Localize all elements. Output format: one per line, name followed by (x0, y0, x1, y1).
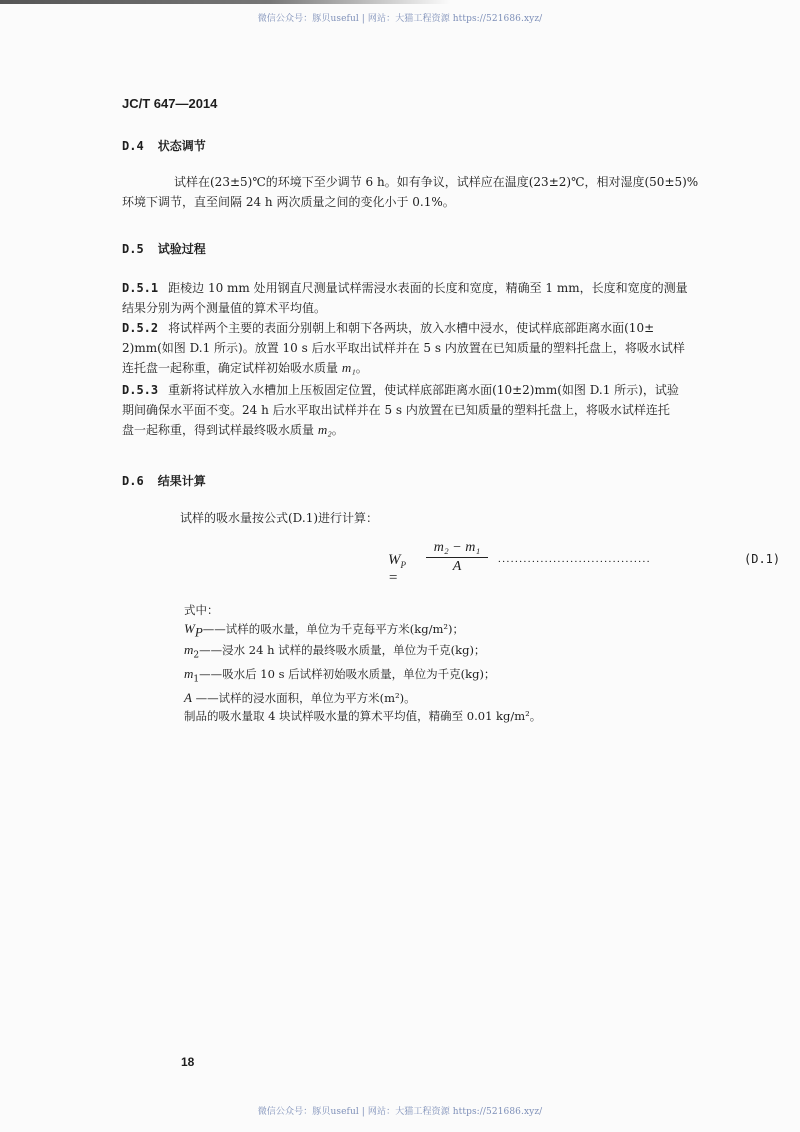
clause-punct: 。 (331, 423, 344, 437)
paragraph-d4-line2: 环境下调节，直至间隔 24 h 两次质量之间的变化小于 0.1%。 (122, 195, 455, 209)
variable-m2: m₂ (317, 422, 332, 437)
variable-m1: m₁ (341, 360, 356, 375)
clause-d53-line3 (122, 420, 800, 440)
formula-numerator: m₂ − m₁ (426, 540, 488, 558)
definition-m2: $m_2——$浸水 24 h 试样的最终吸水质量，单位为千克(kg)； (184, 642, 486, 661)
formula-fraction (426, 540, 488, 575)
formula-denominator: A (452, 559, 462, 574)
section-heading-d5 (122, 240, 206, 257)
section-title: 试验过程 (157, 242, 206, 256)
clause-d52-line2: 2)mm(如图 D.1 所示)。放置 10 s 后水平取出试样并在 5 s 内放置在已知质量的塑料托盘上，将吸水试样 (122, 341, 685, 355)
clause-punct: 。 (355, 361, 368, 375)
definitions-block (184, 601, 541, 726)
standard-code-header: JC/T 647—2014 (122, 96, 218, 111)
clause-d51-line1 (122, 278, 800, 298)
clause-d52-line1 (122, 318, 800, 338)
clause-number: D.5.2 (122, 321, 159, 335)
section-number: D.4 (122, 139, 144, 153)
scan-edge-shadow (0, 0, 450, 4)
watermark-bottom: 微信公众号：豚贝useful | 网站：大猫工程资源 https://521686.xyz/ (257, 1107, 543, 1117)
section-number: D.6 (122, 474, 144, 488)
page-number: 18 (181, 1055, 195, 1069)
clause-text: 连托盘一起称重，确定试样初始吸水质量 (122, 361, 342, 375)
definition-a: A ——试样的浸水面积，单位为平方米(m²)。 (184, 689, 416, 705)
clause-number: D.5.3 (122, 383, 159, 397)
clause-number: D.5.1 (122, 281, 159, 295)
section-heading-d4 (122, 137, 206, 154)
section-heading-d6 (122, 472, 206, 489)
clause-d53-line2: 期间确保水平面不变。24 h 后水平取出试样并在 5 s 内放置在已知质量的塑料托盘上，将吸水试样连托 (122, 403, 670, 417)
formula-lhs: $W_P$ = (388, 552, 406, 586)
watermark-top: 微信公众号：豚贝useful | 网站：大猫工程资源 https://521686.xyz/ (257, 14, 543, 24)
formula-intro: 试样的吸水量按公式(D.1)进行计算： (180, 511, 379, 525)
section-number: D.5 (122, 242, 144, 256)
paragraph-d4-line1: 试样在(23±5)℃的环境下至少调节 6 h。如有争议，试样应在温度(23±2)℃，相对湿度(50±5)% (174, 175, 699, 189)
section-title: 状态调节 (157, 139, 206, 153)
clause-d53-line1 (122, 380, 800, 400)
section-title: 结果计算 (157, 474, 206, 488)
clause-text: 将试样两个主要的表面分别朝上和朝下各两块，放入水槽中浸水，使试样底部距离水面(10± (168, 321, 655, 335)
clause-d51-line2: 结果分别为两个测量值的算术平均值。 (122, 301, 327, 315)
where-label: 式中： (184, 603, 219, 617)
clause-text: 距棱边 10 mm 处用钢直尺测量试样需浸水表面的长度和宽度，精确至 1 mm，长度和宽度的测量 (168, 281, 688, 295)
formula-number: (D.1) (744, 552, 781, 566)
formula-leader-dots: .................................... (498, 553, 651, 565)
conclusion-text: 制品的吸水量取 4 块试样吸水量的算术平均值，精确至 0.01 kg/m²。 (184, 709, 542, 724)
clause-d52-line3 (122, 358, 800, 378)
definition-wp: $W_P——$试样的吸水量，单位为千克每平方米(kg/m²)； (184, 620, 464, 639)
clause-text: 重新将试样放入水槽加上压板固定位置，使试样底部距离水面(10±2)mm(如图 D.1 所示)，试验 (168, 383, 679, 397)
definition-m1: $m_1——$吸水后 10 s 后试样初始吸水质量，单位为千克(kg)； (184, 666, 496, 685)
clause-text: 盘一起称重，得到试样最终吸水质量 (122, 423, 318, 437)
